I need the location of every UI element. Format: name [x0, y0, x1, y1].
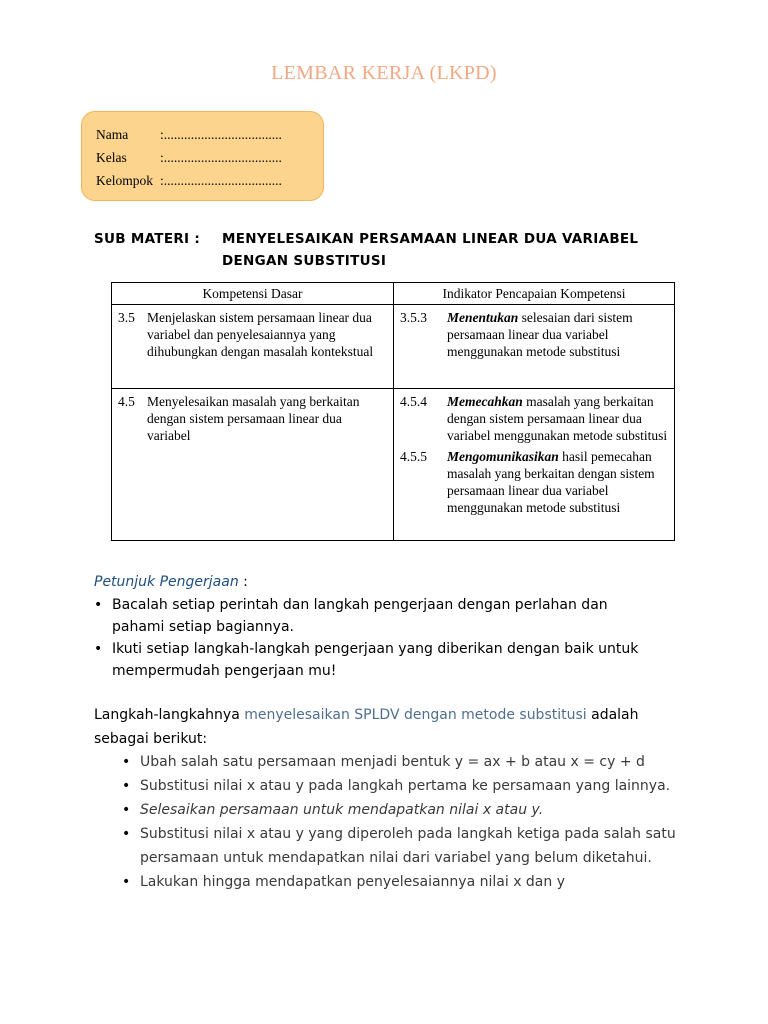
indicator-verb: Mengomunikasikan	[447, 449, 559, 464]
petunjuk-label: Petunjuk Pengerjaan	[94, 574, 239, 590]
kd-text: Menyelesaikan masalah yang berkaitan dengan sistem persamaan linear dua variabel	[147, 394, 360, 443]
identity-field[interactable]: :...................................	[160, 127, 282, 142]
identity-row-kelas	[96, 150, 282, 166]
competency-table	[111, 282, 675, 541]
identity-field[interactable]: :...................................	[160, 150, 282, 165]
indicator-text: selesaian dari sistem persamaan linear dua variabel menggunakan metode substitusi	[447, 310, 633, 359]
indicator-text: hasil pemecahan masalah yang berkaitan dengan sistem persamaan linear dua variabel menggunakan metode substitusi	[447, 449, 655, 515]
identity-field[interactable]: :...................................	[160, 173, 282, 188]
sub-materi-label: SUB MATERI :	[94, 231, 201, 247]
langkah-intro-a: Langkah-langkahnya	[94, 707, 245, 723]
table-row	[112, 305, 675, 389]
table-header: Kompetensi Dasar	[112, 283, 394, 305]
step-item: • Substitusi nilai x atau y yang diperoleh pada langkah ketiga pada salah satu persamaan untuk mendapatkan nilai dari variabel yang belum diketahui.	[122, 822, 682, 870]
table-header: Indikator Pencapaian Kompetensi	[394, 283, 675, 305]
sub-materi-heading	[94, 231, 638, 247]
identity-row-nama	[96, 127, 282, 143]
indicator-verb: Memecahkan	[447, 394, 523, 409]
step-item: • Selesaikan persamaan untuk mendapatkan nilai x atau y.	[122, 798, 682, 822]
identity-label: Kelompok	[96, 173, 153, 188]
langkah-steps	[122, 750, 682, 894]
kd-number: 3.5	[118, 310, 135, 325]
table-row	[112, 389, 675, 541]
table-cell-kd	[112, 305, 394, 389]
page-title: LEMBAR KERJA (LKPD)	[271, 62, 497, 84]
step-item: • Lakukan hingga mendapatkan penyelesaiannya nilai x dan y	[122, 870, 682, 894]
indicator-text: masalah yang berkaitan dengan sistem persamaan linear dua variabel menggunakan metode substitusi	[447, 394, 668, 443]
indicator-number: 3.5.3	[400, 310, 427, 325]
identity-row-kelompok	[96, 173, 282, 189]
identity-label: Kelas	[96, 150, 127, 165]
petunjuk-list	[94, 594, 654, 682]
kd-text: Menjelaskan sistem persamaan linear dua variabel dan penyelesaiannya yang dihubungkan dengan masalah kontekstual	[147, 310, 374, 359]
langkah-intro-c: adalah sebagai berikut:	[94, 707, 639, 747]
sub-materi-line2: DENGAN SUBSTITUSI	[222, 253, 387, 269]
langkah-intro-b: menyelesaikan SPLDV dengan metode substitusi	[244, 707, 587, 723]
indicator-number: 4.5.5	[400, 449, 427, 464]
table-cell-kd	[112, 389, 394, 541]
langkah-intro	[94, 703, 654, 751]
sub-materi-line1: MENYELESAIKAN PERSAMAAN LINEAR DUA VARIABEL	[222, 231, 639, 247]
step-item: • Ubah salah satu persamaan menjadi bentuk y = ax + b atau x = cy + d	[122, 750, 682, 774]
table-cell-indicator	[394, 389, 675, 541]
step-item: • Substitusi nilai x atau y pada langkah pertama ke persamaan yang lainnya.	[122, 774, 682, 798]
petunjuk-colon: :	[238, 574, 248, 590]
petunjuk-heading	[94, 574, 248, 590]
identity-label: Nama	[96, 127, 129, 142]
list-item: • Ikuti setiap langkah-langkah pengerjaan yang diberikan dengan baik untuk mempermudah pengerjaan mu!	[94, 638, 654, 682]
list-item: • Bacalah setiap perintah dan langkah pengerjaan dengan perlahan dan pahami setiap bagiannya.	[94, 594, 654, 638]
table-cell-indicator	[394, 305, 675, 389]
indicator-number: 4.5.4	[400, 394, 427, 409]
indicator-verb: Menentukan	[447, 310, 519, 325]
kd-number: 4.5	[118, 394, 135, 409]
identity-box	[81, 111, 324, 201]
table-header-row	[112, 283, 675, 305]
